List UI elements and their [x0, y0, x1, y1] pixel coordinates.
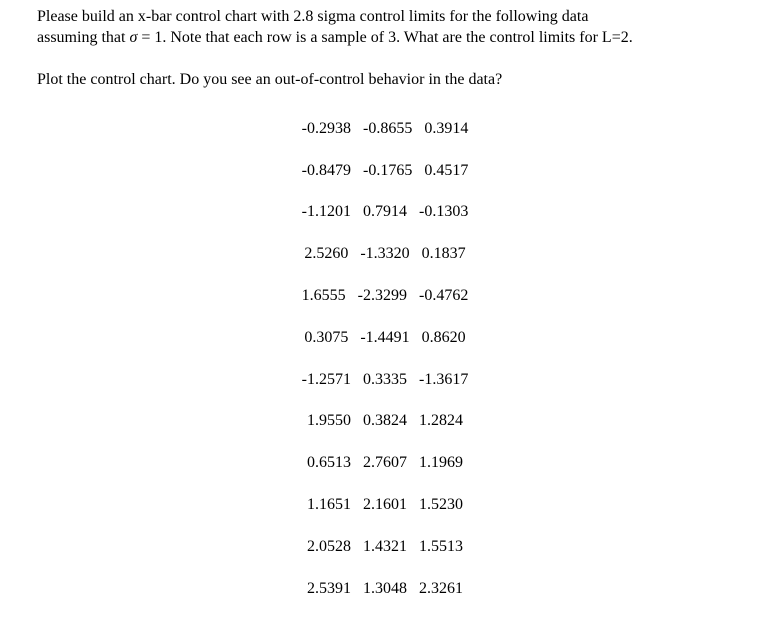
sample-value: 2.5391: [307, 579, 351, 597]
question-line-1: Please build an x-bar control chart with 2.8 sigma control limits for the following data: [37, 8, 589, 25]
sample-row: [0, 568, 774, 610]
sample-value: 2.0528: [307, 537, 351, 555]
sample-value: 0.4517: [424, 161, 469, 179]
sample-value: 0.8620: [421, 328, 466, 346]
sample-row: [0, 484, 774, 526]
sigma-value: = 1: [137, 29, 163, 46]
sample-row: [0, 359, 774, 401]
sample-value: -1.3320: [360, 245, 410, 263]
sample-value: -1.4491: [360, 328, 410, 346]
sample-row: [0, 192, 774, 234]
sample-row: [0, 401, 774, 443]
question-line-2-post: . Note that each row is a sample of 3. What are the control limits for L=2.: [162, 29, 633, 46]
sample-value: 1.1651: [307, 496, 351, 514]
sample-value: 0.7914: [363, 203, 407, 221]
sample-row: [0, 526, 774, 568]
sample-value: 1.5513: [419, 537, 463, 555]
sample-row-values: [302, 162, 469, 180]
sample-value: 1.9550: [307, 412, 351, 430]
sample-row-values: [304, 329, 465, 347]
question-paragraph-1: [37, 6, 757, 48]
sample-row-values: [307, 580, 463, 598]
sample-value: 1.2824: [419, 412, 463, 430]
question-paragraph-2: Plot the control chart. Do you see an out-of-control behavior in the data?: [37, 71, 503, 88]
sample-row: [0, 108, 774, 150]
sample-value: 0.6513: [307, 454, 351, 472]
sample-value: -0.1303: [419, 203, 469, 221]
sample-value: -1.1201: [301, 203, 351, 221]
sample-row-values: [302, 371, 469, 389]
question-text: [37, 6, 757, 90]
sample-value: -1.2571: [301, 370, 351, 388]
sample-value: -0.4762: [419, 287, 469, 305]
sample-value: 0.3914: [424, 119, 469, 137]
sample-value: 2.1601: [363, 496, 407, 514]
sample-value: 0.3824: [363, 412, 407, 430]
sample-value: 1.6555: [301, 287, 346, 305]
sample-value: -0.8655: [363, 119, 413, 137]
sample-value: 2.5260: [304, 245, 349, 263]
question-line-2-pre: assuming that: [37, 29, 130, 46]
sample-row-values: [302, 120, 469, 138]
sample-value: -0.2938: [301, 119, 351, 137]
sample-row-values: [304, 245, 465, 263]
sample-value: 1.3048: [363, 579, 407, 597]
sample-row: [0, 233, 774, 275]
sample-value: 1.5230: [419, 496, 463, 514]
sigma-symbol: σ: [129, 29, 138, 46]
sample-value: -1.3617: [419, 370, 469, 388]
sample-data-table: [0, 108, 774, 610]
sample-value: -2.3299: [357, 287, 407, 305]
sample-row-values: [307, 496, 463, 514]
sample-value: 0.3335: [363, 370, 407, 388]
sample-row-values: [307, 538, 463, 556]
sample-value: -0.8479: [301, 161, 351, 179]
sample-row: [0, 275, 774, 317]
sample-row-values: [307, 412, 463, 430]
sample-value: 1.1969: [419, 454, 463, 472]
sample-value: 2.7607: [363, 454, 407, 472]
sample-row: [0, 150, 774, 192]
sample-row-values: [302, 203, 469, 221]
sample-value: 1.4321: [363, 537, 407, 555]
sample-value: 0.1837: [421, 245, 466, 263]
sample-value: 2.3261: [419, 579, 463, 597]
sample-value: -0.1765: [363, 161, 413, 179]
sample-row-values: [307, 454, 463, 472]
sample-row-values: [302, 287, 469, 305]
sample-value: 0.3075: [304, 328, 349, 346]
sample-row: [0, 442, 774, 484]
sample-row: [0, 317, 774, 359]
